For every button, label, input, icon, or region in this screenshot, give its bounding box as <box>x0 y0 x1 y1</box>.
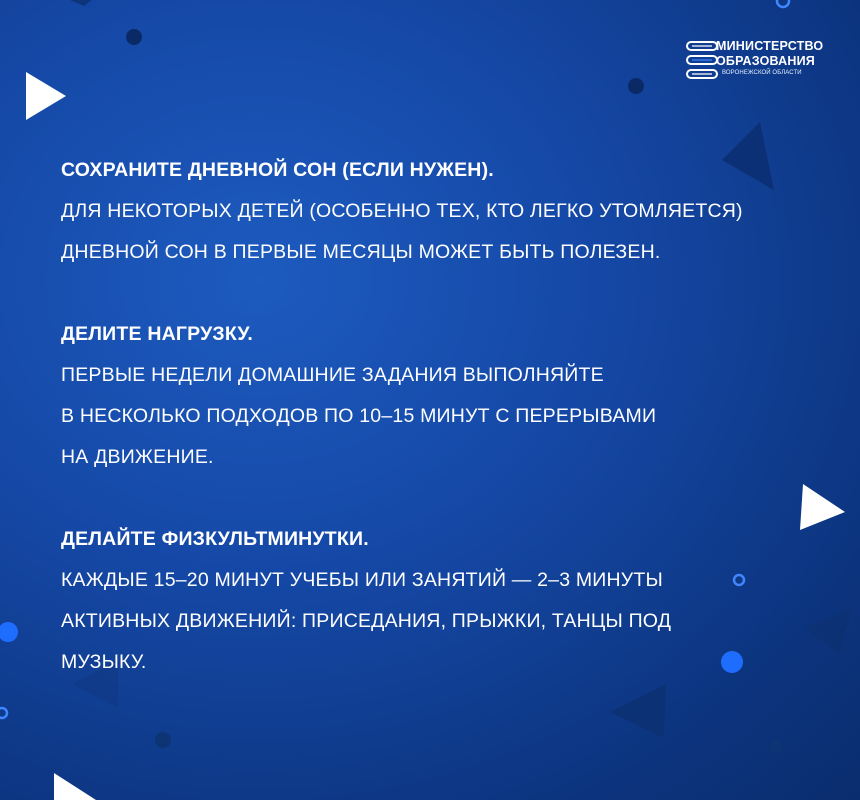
logo-title-line-2: ОБРАЗОВАНИЯ <box>716 54 815 68</box>
tip-text-line: МУЗЫКУ. <box>61 651 147 673</box>
tip-text-line: ДНЕВНОЙ СОН В ПЕРВЫЕ МЕСЯЦЫ МОЖЕТ БЫТЬ ПОЛЕЗЕН. <box>61 241 661 263</box>
tip-heading: ДЕЛИТЕ НАГРУЗКУ. <box>61 323 253 345</box>
tip-heading: ДЕЛАЙТЕ ФИЗКУЛЬТМИНУТКИ. <box>61 528 369 550</box>
tip-section-exercise <box>61 519 821 683</box>
tip-text-line: В НЕСКОЛЬКО ПОДХОДОВ ПО 10–15 МИНУТ С ПЕРЕРЫВАМИ <box>61 405 657 427</box>
tip-text-line: ПЕРВЫЕ НЕДЕЛИ ДОМАШНИЕ ЗАДАНИЯ ВЫПОЛНЯЙТЕ <box>61 364 604 386</box>
triangle-decoration <box>70 0 92 6</box>
books-icon <box>686 40 720 84</box>
dot-decoration <box>769 739 783 753</box>
tip-text-line: КАЖДЫЕ 15–20 МИНУТ УЧЕБЫ ИЛИ ЗАНЯТИЙ — 2–3 МИНУТЫ <box>61 569 663 591</box>
logo-title-line-1: МИНИСТЕРСТВО <box>716 39 824 53</box>
tip-text-line: ДЛЯ НЕКОТОРЫХ ДЕТЕЙ (ОСОБЕННО ТЕХ, КТО ЛЕГКО УТОМЛЯЕТСЯ) <box>61 200 743 222</box>
tip-heading: СОХРАНИТЕ ДНЕВНОЙ СОН (ЕСЛИ НУЖЕН). <box>61 159 494 181</box>
triangle-decoration <box>26 72 66 120</box>
logo-subtitle: ВОРОНЕЖСКОЙ ОБЛАСТИ <box>722 70 802 76</box>
tips-content <box>61 150 821 724</box>
dot-decoration <box>0 622 18 642</box>
ring-decoration <box>0 708 7 718</box>
dot-decoration <box>126 29 142 45</box>
ministry-logo <box>686 38 836 84</box>
tip-text-line: НА ДВИЖЕНИЕ. <box>61 446 214 468</box>
tip-section-nap <box>61 150 821 273</box>
tip-section-load <box>61 314 821 478</box>
dot-decoration <box>155 732 171 748</box>
triangle-decoration <box>54 773 96 800</box>
ring-decoration <box>777 0 789 7</box>
tip-text-line: АКТИВНЫХ ДВИЖЕНИЙ: ПРИСЕДАНИЯ, ПРЫЖКИ, ТАНЦЫ ПОД <box>61 610 672 632</box>
dot-decoration <box>628 78 644 94</box>
